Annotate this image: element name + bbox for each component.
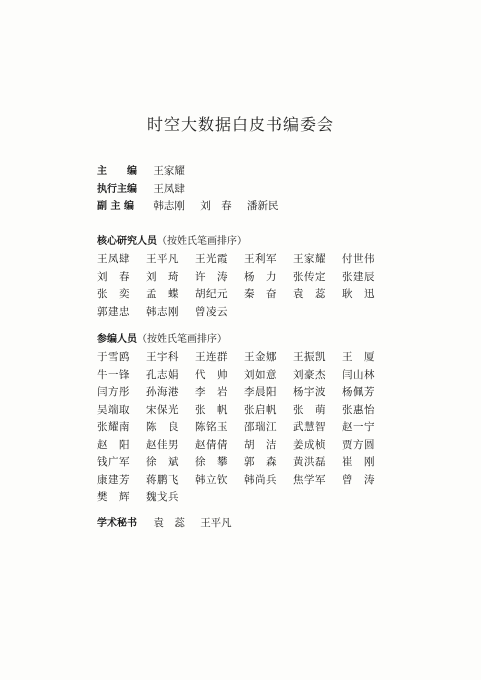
member-name: 许 涛 xyxy=(195,270,228,283)
member-name: 王宇科 xyxy=(146,351,179,363)
member-name: 郭建忠 xyxy=(97,305,130,318)
member-name: 杨佩芳 xyxy=(342,386,375,398)
secretary-line xyxy=(97,515,244,533)
member-name: 蒋鹏飞 xyxy=(146,473,179,486)
member-name: 张建辰 xyxy=(342,270,375,283)
member-name: 曾 涛 xyxy=(342,473,375,486)
member-name: 王光霞 xyxy=(195,253,228,265)
member-name: 陈铭玉 xyxy=(195,421,228,433)
member-name: 秦 奋 xyxy=(244,288,277,300)
member-name: 赵佳男 xyxy=(146,438,179,451)
member-name: 韩志刚 xyxy=(146,305,179,318)
member-name: 胡 洁 xyxy=(244,438,277,451)
secretary-name: 袁 蕊 xyxy=(153,517,185,529)
core-researchers-heading xyxy=(97,233,391,251)
member-name: 张 奕 xyxy=(97,288,130,300)
member-name: 付世伟 xyxy=(342,253,375,265)
member-name: 孙海港 xyxy=(146,386,179,398)
participants-section xyxy=(97,331,391,507)
member-name: 陈 良 xyxy=(146,421,179,433)
member-name: 武慧智 xyxy=(293,421,326,433)
chief-editor-line xyxy=(97,163,291,181)
member-name: 李晨阳 xyxy=(244,386,277,398)
member-name: 贾方圆 xyxy=(342,438,375,451)
member-name: 徐 斌 xyxy=(146,456,179,468)
member-name: 孔志娟 xyxy=(146,368,179,381)
member-name: 张 帆 xyxy=(195,403,228,416)
executive-editor-line xyxy=(97,181,291,199)
member-name: 吴端取 xyxy=(97,403,130,416)
executive-editor-label: 执行主编 xyxy=(97,183,137,195)
member-name: 崔 刚 xyxy=(342,456,375,468)
member-name: 黄洪磊 xyxy=(293,456,326,468)
secretary-label: 学术秘书 xyxy=(97,518,137,529)
member-name: 王凤肆 xyxy=(97,253,130,265)
member-name: 邵瑞江 xyxy=(244,421,277,433)
member-name: 牛一锋 xyxy=(97,368,130,381)
deputy-editor-name: 韩志刚 xyxy=(153,200,185,212)
member-name: 孟 蝶 xyxy=(146,288,179,300)
member-name: 杨 力 xyxy=(244,270,277,283)
member-name: 曾凌云 xyxy=(195,305,228,318)
member-name: 韩尚兵 xyxy=(244,473,277,486)
member-name: 杨宇波 xyxy=(293,386,326,398)
member-name: 赵一宁 xyxy=(342,421,375,433)
member-name: 赵倩倩 xyxy=(195,438,228,451)
member-name: 刘如意 xyxy=(244,368,277,381)
member-name: 袁 蕊 xyxy=(293,288,326,300)
member-name: 焦学军 xyxy=(293,473,326,486)
participants-note: （按姓氏笔画排序） xyxy=(137,334,227,345)
deputy-editor-line xyxy=(97,198,291,216)
leaders-section xyxy=(97,163,291,216)
member-name: 张耀南 xyxy=(97,421,130,433)
member-name: 耿 迅 xyxy=(342,288,375,300)
participants-list xyxy=(97,349,391,507)
member-name: 魏戈兵 xyxy=(146,491,179,503)
chief-editor-label: 主 编 xyxy=(97,166,137,177)
core-researchers-list xyxy=(97,251,391,321)
executive-editor-name: 王凤肆 xyxy=(153,182,185,195)
member-name: 刘豪杰 xyxy=(293,368,326,381)
member-name: 王 厦 xyxy=(342,351,375,363)
secretary-name: 王平凡 xyxy=(200,517,232,529)
member-name: 王平凡 xyxy=(146,253,179,265)
member-name: 郭 森 xyxy=(244,456,277,468)
member-name: 王连群 xyxy=(195,351,228,363)
member-name: 刘 琦 xyxy=(146,270,179,283)
member-name: 王金娜 xyxy=(244,351,277,363)
chief-editor-name: 王家耀 xyxy=(153,165,185,177)
member-name: 王振凯 xyxy=(293,351,326,363)
member-name: 王利军 xyxy=(244,253,277,265)
page-title: 时空大数据白皮书编委会 xyxy=(146,115,334,134)
member-name: 钱广军 xyxy=(97,456,130,468)
participants-heading xyxy=(97,331,391,349)
member-name: 张 萌 xyxy=(293,403,326,416)
secretary-section xyxy=(97,515,244,533)
member-name: 闫山林 xyxy=(342,368,375,381)
member-name: 康建芳 xyxy=(97,473,130,486)
member-name: 闫方彤 xyxy=(97,386,130,398)
member-name: 胡纪元 xyxy=(195,288,228,300)
member-name: 徐 攀 xyxy=(195,456,228,468)
member-name: 张传定 xyxy=(293,270,326,283)
member-name: 张惠怡 xyxy=(342,403,375,416)
member-name: 于雪鸥 xyxy=(97,351,130,363)
member-name: 代 帅 xyxy=(195,368,228,381)
deputy-editor-name: 刘 春 xyxy=(200,200,232,212)
member-name: 王家耀 xyxy=(293,253,326,265)
member-name: 刘 春 xyxy=(97,270,130,283)
member-name: 李 岩 xyxy=(195,386,228,398)
participants-title: 参编人员 xyxy=(97,334,137,345)
member-name: 韩立钦 xyxy=(195,473,228,486)
member-name: 张启帆 xyxy=(244,403,277,416)
member-name: 姜成桢 xyxy=(293,438,326,451)
core-researchers-note: （按姓氏笔画排序） xyxy=(157,236,247,247)
deputy-editor-label: 副 主 编 xyxy=(97,201,134,212)
core-researchers-section xyxy=(97,233,391,321)
member-name: 赵 阳 xyxy=(97,438,130,451)
member-name: 樊 辉 xyxy=(97,491,130,503)
core-researchers-title: 核心研究人员 xyxy=(97,236,157,247)
deputy-editor-name: 潘新民 xyxy=(247,200,279,212)
member-name: 宋保光 xyxy=(146,403,179,416)
